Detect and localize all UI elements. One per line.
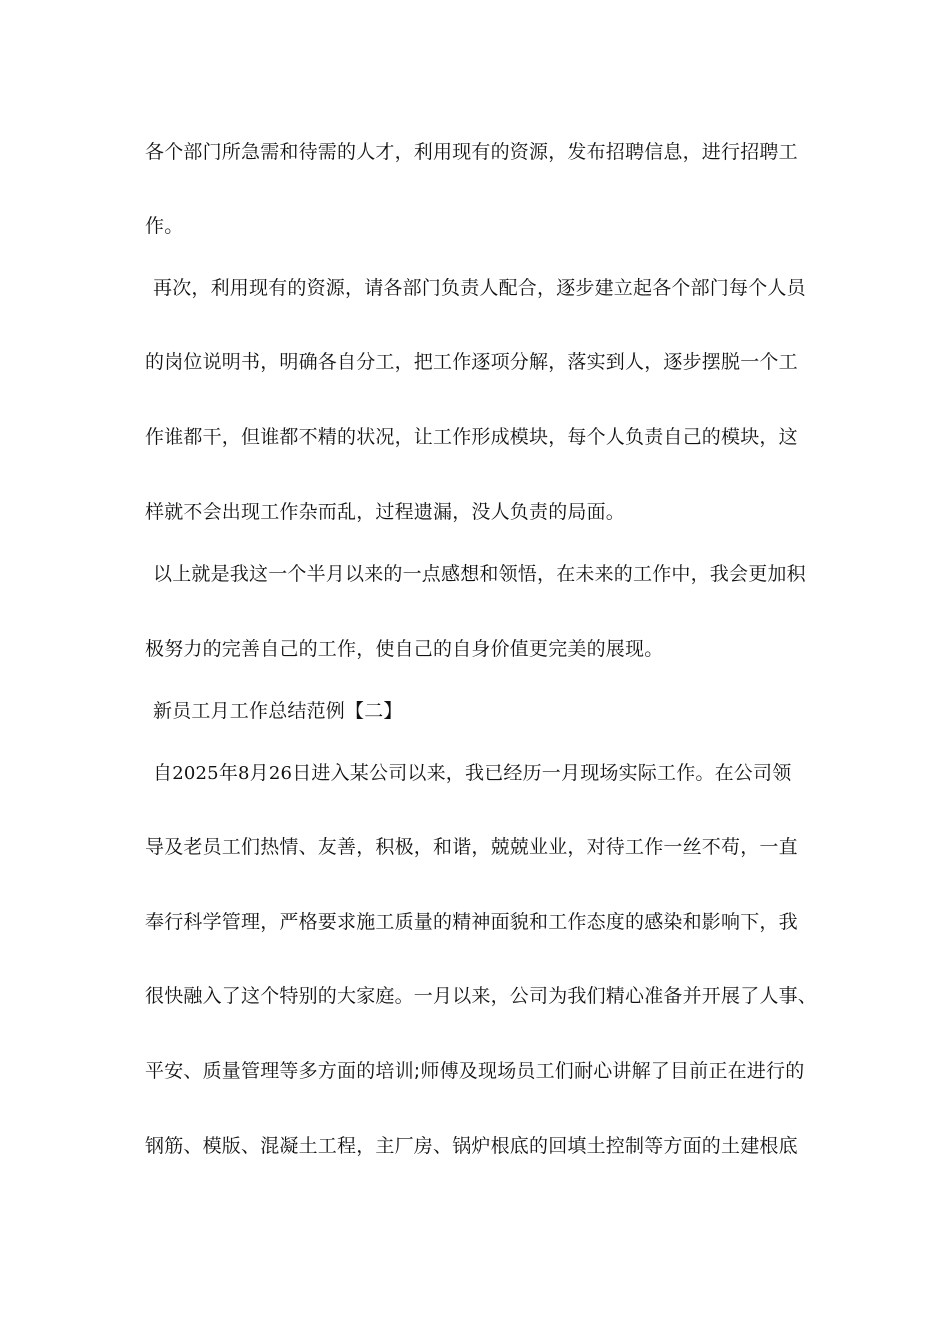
day-value: 26 [268, 763, 293, 784]
month-value: 8 [238, 763, 250, 784]
text-line: 平安、质量管理等多方面的培训;师傅及现场员工们耐心讲解了目前正在进行的 [145, 1060, 805, 1082]
text-line: 各个部门所急需和待需的人才，利用现有的资源，发布招聘信息，进行招聘工 [145, 141, 798, 163]
text-fragment: 月 [249, 762, 269, 784]
text-line: 作谁都干，但谁都不精的状况，让工作形成模块，每个人负责自己的模块，这 [145, 426, 798, 448]
text-line: 导及老员工们热情、友善，积极，和谐，兢兢业业，对待工作一丝不苟，一直 [145, 836, 798, 858]
text-line: 以上就是我这一个半月以来的一点感想和领悟，在未来的工作中，我会更加积 [153, 563, 806, 585]
text-line: 很快融入了这个特别的大家庭。一月以来，公司为我们精心准备并开展了人事、 [145, 985, 818, 1007]
text-line [153, 760, 833, 787]
text-fragment: 自 [153, 762, 173, 784]
text-line: 再次，利用现有的资源，请各部门负责人配合，逐步建立起各个部门每个人员 [153, 277, 806, 299]
text-line: 钢筋、模版、混凝土工程，主厂房、锅炉根底的回填土控制等方面的土建根底 [145, 1135, 798, 1157]
text-fragment: 年 [218, 762, 239, 784]
text-fragment: 日进入某公司以来，我已经历一月现场实际工作。在公司领 [292, 762, 792, 784]
text-line: 极努力的完善自己的工作，使自己的自身价值更完美的展现。 [145, 638, 664, 660]
text-line: 样就不会出现工作杂而乱，过程遗漏，没人负责的局面。 [145, 501, 626, 523]
year-value: 2025 [172, 763, 219, 784]
text-line: 的岗位说明书，明确各自分工，把工作逐项分解，落实到人，逐步摆脱一个工 [145, 351, 798, 373]
section-heading: 新员工月工作总结范例【二】 [153, 700, 403, 722]
text-line: 奉行科学管理，严格要求施工质量的精神面貌和工作态度的感染和影响下，我 [145, 911, 798, 933]
text-line: 作。 [145, 215, 184, 237]
